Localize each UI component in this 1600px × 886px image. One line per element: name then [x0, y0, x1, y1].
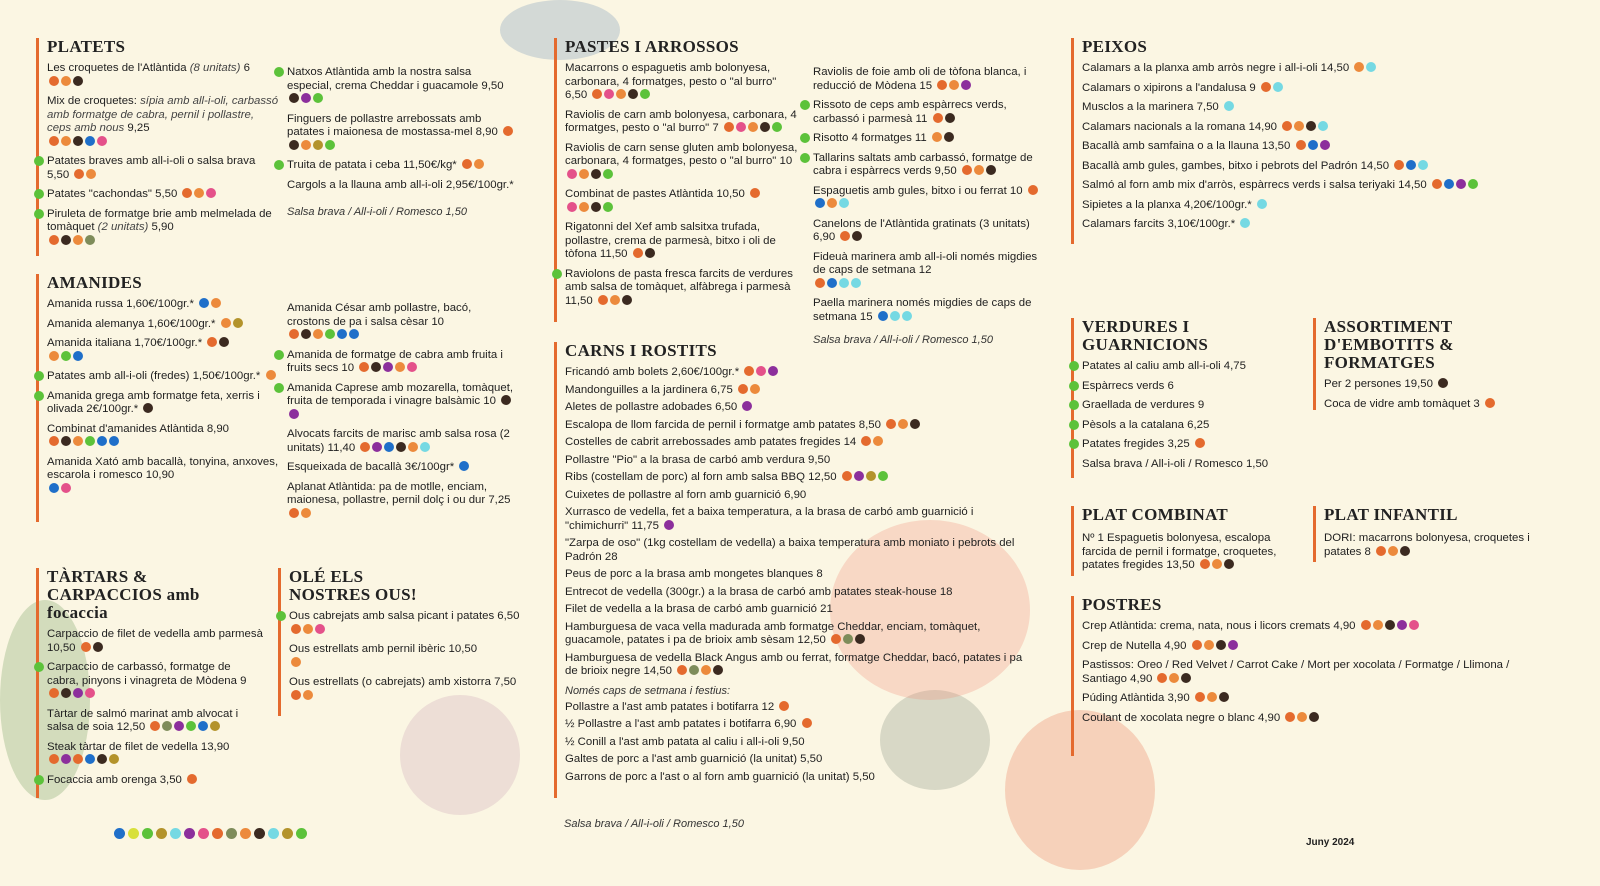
menu-item: Amanida Caprese amb mozarella, tomàquet, fruita de temporada i vinagre balsàmic 10	[287, 382, 517, 423]
menu-item: Mix de croquetes: sípia amb all-i-oli, carbassó amb formatge de cabra, pernil i pollastre, ceps amb nous 9,25	[47, 95, 279, 149]
platets-column-2	[287, 66, 517, 218]
menu-item: Fricandó amb bolets 2,60€/100gr.*	[565, 366, 1035, 380]
section-title: PASTES I ARROSSOS	[565, 37, 739, 56]
menu-item: Raviolis de carn sense gluten amb bolonyesa, carbonara, 4 formatges, pesto o "al burro" 10	[565, 142, 801, 183]
milk-allergen-icon	[240, 828, 251, 839]
menu-item: Ous cabrejats amb salsa picant i patates 6,50	[289, 610, 529, 637]
menu-item: Rigatonni del Xef amb salsitxa trufada, pollastre, crema de parmesà, bitxo i oli de tòfona 11,50	[565, 221, 776, 260]
menu-item: Aplanat Atlàntida: pa de motlle, enciam, maionesa, pollastre, pernil dolç i ou dur 7,25	[287, 481, 517, 522]
section-title: PEIXOS	[1082, 37, 1148, 56]
section-carns	[554, 342, 1035, 798]
menu-item: Amanida italiana 1,70€/100gr.*	[47, 337, 279, 364]
menu-item: Patates fregides 3,25	[1082, 438, 1302, 452]
menu-item: Pastissos: Oreo / Red Velvet / Carrot Cake / Mort per xocolata / Formatge / Llimona / Santiago 4,90	[1082, 659, 1510, 685]
menu-date: Juny 2024	[1306, 837, 1355, 848]
menu-item: Cuixetes de pollastre al forn amb guarnició 6,90	[565, 488, 807, 501]
menu-item: Entrecot de vedella (300gr.) a la brasa de carbó amb patates steak-house 18	[565, 585, 953, 598]
menu-item: Bacallà amb gules, gambes, bitxo i pebrots del Padrón 14,50	[1082, 160, 1552, 174]
menu-item: Risotto 4 formatges 11	[813, 132, 1039, 146]
section-assortiment	[1313, 318, 1544, 410]
menu-item: Escalopa de llom farcida de pernil i formatge amb patates 8,50	[565, 419, 1035, 433]
menu-item: DORI: macarrons bolonyesa, croquetes i patates 8	[1324, 532, 1530, 558]
section-title: OLÉ ELS NOSTRES OUS!	[289, 567, 417, 604]
sauces-note: Salsa brava / All-i-oli / Romesco 1,50	[564, 818, 744, 830]
menu-item: Ous estrellats amb pernil ibèric 10,50	[289, 643, 529, 670]
section-title: VERDURES I GUARNICIONS	[1082, 317, 1209, 354]
menu-item: Carpaccio de filet de vedella amb parmesà 10,50	[47, 628, 263, 654]
section-title: AMANIDES	[47, 273, 142, 292]
menu-item: Nº 1 Espaguetis bolonyesa, escalopa farcida de pernil i formatge, croquetes, patates fregides 13,50	[1082, 532, 1277, 571]
menu-item: Raviolons de pasta fresca farcits de verdures amb salsa de tomàquet, alfàbrega i parmesà 11,50	[565, 268, 801, 309]
menu-item: Amanida César amb pollastre, bacó, crostons de pa i salsa cèsar 10	[287, 302, 517, 343]
menu-item: Piruleta de formatge brie amb melmelada de tomàquet (2 unitats) 5,90	[47, 208, 279, 249]
menu-item: Costelles de cabrit arrebossades amb patates fregides 14	[565, 436, 1035, 450]
menu-item: Peus de porc a la brasa amb mongetes blanques 8	[565, 568, 823, 580]
section-title: PLAT INFANTIL	[1324, 505, 1458, 524]
menu-item: Crep Atlàntida: crema, nata, nous i licors cremats 4,90	[1082, 620, 1552, 634]
menu-item: Calamars nacionals a la romana 14,90	[1082, 121, 1552, 135]
section-title: PLAT COMBINAT	[1082, 505, 1229, 524]
menu-item: Graellada de verdures 9	[1082, 399, 1302, 413]
sesame-allergen-icon	[198, 828, 209, 839]
fish-allergen-icon	[114, 828, 125, 839]
menu-item: Raviolis de foie amb oli de tòfona blanca, i reducció de Mòdena 15	[813, 66, 1027, 92]
menu-item: Amanida alemanya 1,60€/100gr.*	[47, 318, 279, 332]
menu-item: Ribs (costellam de porc) al forn amb salsa BBQ 12,50	[565, 471, 1035, 485]
menu-item: Crep de Nutella 4,90	[1082, 640, 1552, 654]
menu-item: Raviolis de carn amb bolonyesa, carbonara, 4 formatges, pesto o "al burro" 7	[565, 108, 797, 134]
section-title: ASSORTIMENT D'EMBOTITS & FORMATGES	[1324, 317, 1454, 372]
menu-item: Patates "cachondas" 5,50	[47, 188, 279, 202]
gluten-allergen-icon	[212, 828, 223, 839]
menu-item: Paella marinera només migdies de caps de setmana 15	[813, 297, 1032, 323]
menu-item: Carpaccio de carbassó, formatge de cabra, pinyons i vinagreta de Mòdena 9	[47, 661, 265, 702]
nut-allergen-icon	[282, 828, 293, 839]
sauces-note: Salsa brava / All-i-oli / Romesco 1,50	[813, 334, 993, 346]
menu-item: Filet de vedella a la brasa de carbó amb guarnició 21	[565, 603, 833, 615]
menu-item: Rissoto de ceps amb espàrrecs verds, carbassó i parmesà 11	[813, 99, 1039, 126]
menu-item: Pèsols a la catalana 6,25	[1082, 419, 1302, 433]
sauces-note: Salsa brava / All-i-oli / Romesco 1,50	[287, 206, 467, 218]
menu-item: Canelons de l'Atlàntida gratinats (3 unitats) 6,90	[813, 217, 1030, 243]
menu-item: Calamars a la planxa amb arròs negre i all-i-oli 14,50	[1082, 62, 1552, 76]
mollusc-allergen-icon	[268, 828, 279, 839]
menu-item: Per 2 persones 19,50	[1324, 378, 1544, 392]
menu-item: Púding Atlàntida 3,90	[1082, 692, 1552, 706]
menu-item: Musclos a la marinera 7,50	[1082, 101, 1552, 115]
menu-item: "Zarpa de oso" (1kg costellam de vedella) a baixa temperatura amb moniato i pebrots del Padrón 28	[565, 537, 1015, 563]
section-title: CARNS I ROSTITS	[565, 341, 717, 360]
menu-item: Steak tàrtar de filet de vedella 13,90	[47, 741, 265, 768]
menu-item: Espàrrecs verds 6	[1082, 380, 1302, 394]
menu-item: Patates amb all-i-oli (fredes) 1,50€/100gr.*	[47, 370, 279, 384]
menu-item: Pollastre a l'ast amb patates i botifarra 12	[565, 701, 1035, 715]
menu-item: Hamburguesa de vaca vella madurada amb formatge Cheddar, enciam, tomàquet, guacamole, patates i pa de brioix amb sèsam 12,50	[565, 620, 981, 646]
menu-item: Alvocats farcits de marisc amb salsa rosa (2 unitats) 11,40	[287, 428, 510, 454]
menu-item: Combinat d'amanides Atlàntida 8,90	[47, 423, 279, 450]
celery-allergen-icon	[142, 828, 153, 839]
menu-item: Salsa brava / All-i-oli / Romesco 1,50	[1082, 457, 1269, 470]
menu-item: Coca de vidre amb tomàquet 3	[1324, 398, 1544, 412]
mustard-allergen-icon	[128, 828, 139, 839]
menu-item: Calamars o xipirons a l'andalusa 9	[1082, 82, 1552, 96]
peanut-allergen-icon	[156, 828, 167, 839]
section-verdures	[1071, 318, 1302, 478]
menu-item: Esqueixada de bacallà 3€/100gr*	[287, 461, 517, 475]
menu-item: Galtes de porc a l'ast amb guarnició (la unitat) 5,50	[565, 753, 823, 765]
menu-item: Espaguetis amb gules, bitxo i ou ferrat 10	[813, 185, 1039, 212]
menu-item: Amanida grega amb formatge feta, xerris i olivada 2€/100gr.*	[47, 390, 279, 417]
menu-item: Sipietes a la planxa 4,20€/100gr.*	[1082, 199, 1552, 213]
lupin-allergen-icon	[226, 828, 237, 839]
soy-allergen-icon	[296, 828, 307, 839]
section-pastes	[554, 38, 801, 322]
menu-item: Amanida russa 1,60€/100gr.*	[47, 298, 279, 312]
section-ous	[278, 568, 529, 716]
menu-item: Natxos Atlàntida amb la nostra salsa especial, crema Cheddar i guacamole 9,50	[287, 66, 517, 107]
crustacean-allergen-icon	[170, 828, 181, 839]
amanides-column-2	[287, 302, 517, 527]
menu-item: Amanida de formatge de cabra amb fruita i fruits secs 10	[287, 349, 517, 376]
menu-item: Finguers de pollastre arrebossats amb patates i maionesa de mostassa-mel 8,90	[287, 113, 517, 154]
menu-item: Mandonguilles a la jardinera 6,75	[565, 384, 1035, 398]
menu-item: Aletes de pollastre adobades 6,50	[565, 401, 1035, 415]
section-title: PLATETS	[47, 37, 126, 56]
sulphite-allergen-icon	[184, 828, 195, 839]
menu-item: Macarrons o espaguetis amb bolonyesa, carbonara, 4 formatges, pesto o "al burro" 6,50	[565, 62, 777, 101]
menu-item: Bacallà amb samfaina o a la llauna 13,50	[1082, 140, 1552, 154]
section-plat-combinat	[1071, 506, 1302, 576]
section-postres	[1071, 596, 1552, 756]
menu-item: Truita de patata i ceba 11,50€/kg*	[287, 159, 517, 173]
menu-item: Garrons de porc a l'ast o al forn amb guarnició (la unitat) 5,50	[565, 770, 875, 783]
menu-item: Patates al caliu amb all-i-oli 4,75	[1082, 360, 1302, 374]
section-peixos	[1071, 38, 1552, 244]
section-tartars	[36, 568, 265, 798]
menu-item: Hamburguesa de vedella Black Angus amb ou ferrat, formatge Cheddar, bacó, patates i pa de brioix negre 14,50	[565, 651, 1023, 677]
menu-item: Fideuà marinera amb all-i-oli només migdies de caps de setmana 12	[813, 251, 1039, 292]
menu-item: Cargols a la llauna amb all-i-oli 2,95€/100gr.*	[287, 178, 514, 191]
egg-allergen-icon	[254, 828, 265, 839]
menu-item: Patates braves amb all-i-oli o salsa brava 5,50	[47, 155, 279, 182]
menu-item: Focaccia amb orenga 3,50	[47, 774, 265, 788]
section-platets	[36, 38, 279, 256]
menu-item: Coulant de xocolata negre o blanc 4,90	[1082, 712, 1552, 726]
weekend-note: Només caps de setmana i festius:	[565, 684, 731, 697]
menu-item: Xurrasco de vedella, fet a baixa temperatura, a la brasa de carbó amb guarnició i "chimichurri" 11,75	[565, 506, 974, 532]
section-title: TÀRTARS & CARPACCIOS amb focaccia	[47, 567, 200, 622]
menu-item: Tallarins saltats amb carbassó, formatge de cabra i espàrrecs verds 9,50	[813, 152, 1039, 179]
menu-item: ½ Pollastre a l'ast amb patates i botifarra 6,90	[565, 718, 1035, 732]
section-plat-infantil	[1313, 506, 1544, 562]
menu-item: Pollastre "Pio" a la brasa de carbó amb verdura 9,50	[565, 453, 831, 466]
menu-item: Calamars farcits 3,10€/100gr.*	[1082, 218, 1552, 232]
menu-item: Amanida Xató amb bacallà, tonyina, anxoves, escarola i romesco 10,90	[47, 456, 279, 497]
menu-item: Tàrtar de salmó marinat amb alvocat i salsa de soia 12,50	[47, 707, 239, 733]
section-amanides	[36, 274, 279, 522]
menu-item: Combinat de pastes Atlàntida 10,50	[565, 188, 801, 215]
menu-item: Salmó al forn amb mix d'arròs, espàrrecs verds i salsa teriyaki 14,50	[1082, 179, 1552, 193]
menu-item: Les croquetes de l'Atlàntida (8 unitats) 6	[47, 62, 279, 89]
section-title: POSTRES	[1082, 595, 1162, 614]
pastes-column-2	[813, 66, 1039, 346]
menu-item: ½ Conill a l'ast amb patata al caliu i all-i-oli 9,50	[565, 735, 805, 748]
menu-item: Ous estrellats (o cabrejats) amb xistorra 7,50	[289, 676, 529, 703]
allergen-legend	[114, 826, 310, 844]
